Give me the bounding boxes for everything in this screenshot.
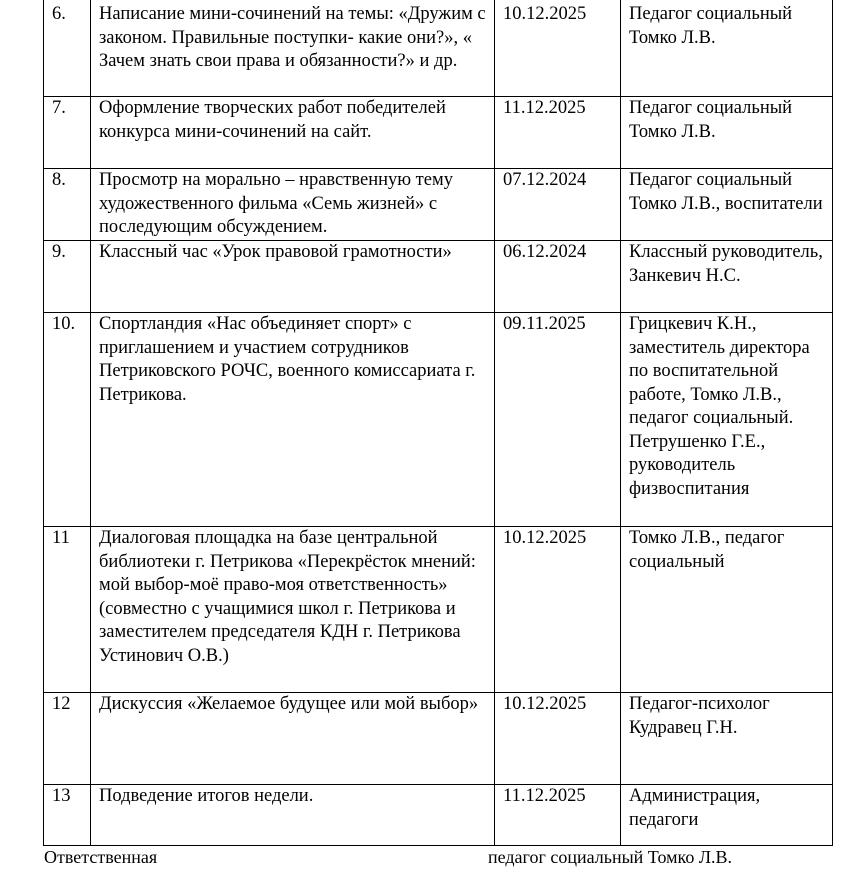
event-cell (91, 0, 495, 97)
table-row (44, 0, 833, 97)
event-text: Спортландия «Нас объединяет спорт» с приглашением и участием сотрудников Петриковского РОЧС, военного комиссариата г. Петрикова. (99, 314, 476, 405)
date-cell (495, 527, 621, 693)
responsible-cell (621, 169, 833, 241)
row-number (44, 97, 91, 169)
row-number-text: 10. (52, 314, 76, 334)
date-text: 07.12.2024 (503, 170, 587, 190)
date-cell (495, 785, 621, 846)
event-text: Написание мини-сочинений на темы: «Дружим с законом. Правильные поступки- какие они?», « Зачем знать свои права и обязанности?» и др. (99, 4, 486, 71)
date-cell (495, 693, 621, 785)
event-cell (91, 169, 495, 241)
date-text: 10.12.2025 (503, 4, 587, 24)
row-number (44, 693, 91, 785)
event-cell (91, 693, 495, 785)
table-row (44, 313, 833, 527)
date-text: 06.12.2024 (503, 242, 587, 262)
responsible-text: Классный руководитель, Занкевич Н.С. (629, 242, 823, 286)
responsible-text: Администрация, педагоги (629, 786, 761, 830)
row-number-text: 13 (52, 786, 71, 806)
responsible-cell (621, 0, 833, 97)
responsible-cell (621, 97, 833, 169)
event-cell (91, 97, 495, 169)
table-row (44, 693, 833, 785)
responsible-text: Грицкевич К.Н., заместитель директора по воспитательной работе, Томко Л.В., педагог социальный. Петрушенко Г.Е., руководитель физвоспитания (629, 314, 810, 499)
event-cell (91, 785, 495, 846)
table-row (44, 169, 833, 241)
event-text: Оформление творческих работ победителей конкурса мини-сочинений на сайт. (99, 98, 446, 142)
row-number-text: 11 (52, 528, 70, 548)
responsible-cell (621, 527, 833, 693)
responsible-text: Педагог-психолог Кудравец Г.Н. (629, 694, 770, 738)
events-table (43, 0, 833, 846)
date-text: 10.12.2025 (503, 528, 587, 548)
row-number-text: 12 (52, 694, 71, 714)
date-cell (495, 169, 621, 241)
table-row (44, 241, 833, 313)
row-number-text: 8. (52, 170, 66, 190)
event-text: Классный час «Урок правовой грамотности» (99, 242, 452, 262)
footer-signature-name: педагог социальный Томко Л.В. (488, 847, 733, 867)
responsible-cell (621, 313, 833, 527)
row-number-text: 6. (52, 4, 66, 24)
responsible-cell (621, 693, 833, 785)
table-row (44, 97, 833, 169)
row-number-text: 7. (52, 98, 66, 118)
responsible-cell (621, 785, 833, 846)
table-row (44, 785, 833, 846)
event-text: Диалоговая площадка на базе центральной библиотеки г. Петрикова «Перекрёсток мнений: мой выбор-моё право-моя ответственность» (совместно с учащимися школ г. Петрикова и заместителем председателя КДН г. Петрикова Устинович О.В.) (99, 528, 476, 666)
date-cell (495, 241, 621, 313)
responsible-text: Педагог социальный Томко Л.В. (629, 4, 793, 48)
responsible-text: Педагог социальный Томко Л.В. (629, 98, 793, 142)
date-text: 09.11.2025 (503, 314, 586, 334)
date-text: 10.12.2025 (503, 694, 587, 714)
event-cell (91, 527, 495, 693)
row-number (44, 313, 91, 527)
event-text: Подведение итогов недели. (99, 786, 314, 806)
table-row (44, 527, 833, 693)
date-text: 11.12.2025 (503, 786, 586, 806)
event-text: Просмотр на морально – нравственную тему художественного фильма «Семь жизней» с последующим обсуждением. (99, 170, 453, 237)
date-cell (495, 0, 621, 97)
row-number (44, 169, 91, 241)
responsible-text: Педагог социальный Томко Л.В., воспитатели (629, 170, 823, 214)
date-text: 11.12.2025 (503, 98, 586, 118)
responsible-cell (621, 241, 833, 313)
responsible-text: Томко Л.В., педагог социальный (629, 528, 785, 572)
row-number (44, 0, 91, 97)
row-number (44, 241, 91, 313)
row-number (44, 527, 91, 693)
row-number-text: 9. (52, 242, 66, 262)
event-text: Дискуссия «Желаемое будущее или мой выбор» (99, 694, 479, 714)
event-cell (91, 313, 495, 527)
date-cell (495, 313, 621, 527)
footer-signature-label: Ответственная (44, 847, 158, 867)
row-number (44, 785, 91, 846)
event-cell (91, 241, 495, 313)
date-cell (495, 97, 621, 169)
